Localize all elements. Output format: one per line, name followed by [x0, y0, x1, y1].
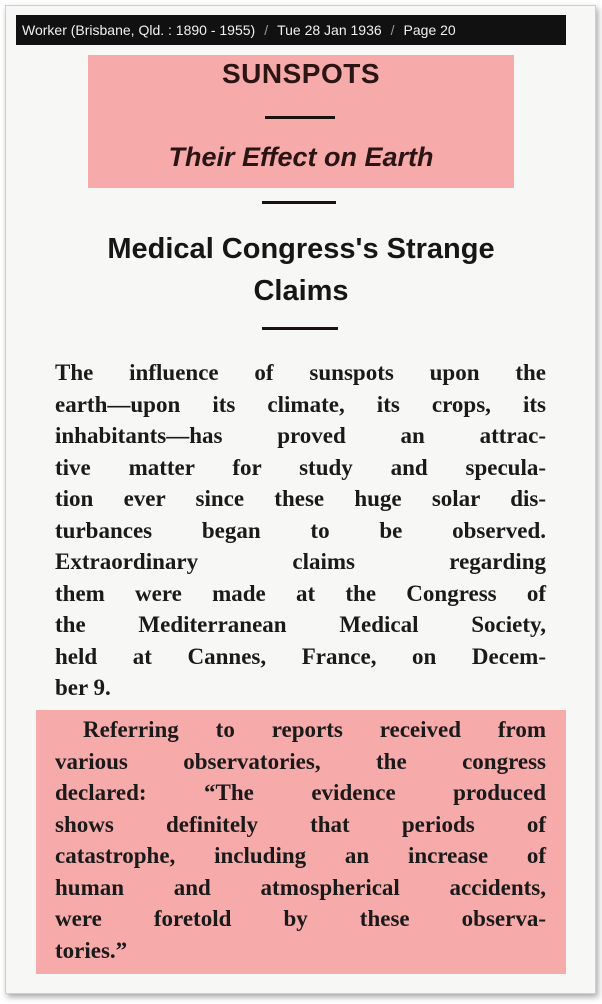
paragraph-line: inhabitants—has proved an attrac-: [55, 423, 546, 448]
headline-line: Medical Congress's Strange: [107, 233, 495, 265]
article-paragraph: [55, 357, 546, 704]
paragraph-line: human and atmospherical accidents,: [55, 874, 546, 900]
paragraph-line: the Mediterranean Medical Society,: [55, 612, 546, 637]
paragraph-line: tion ever since these huge solar dis-: [55, 486, 546, 511]
paragraph-line: tive matter for study and specula-: [55, 454, 546, 480]
divider-rule: [262, 201, 336, 204]
article-subtitle: Their Effect on Earth: [168, 142, 434, 172]
paragraph-line: declared: “The evidence produced: [55, 780, 546, 805]
source-separator: /: [264, 22, 269, 38]
source-bar: [16, 15, 566, 45]
paragraph-line: catastrophe, including an increase of: [55, 843, 546, 868]
source-separator: /: [390, 22, 395, 38]
paragraph-line: The influence of sunspots upon the: [55, 360, 546, 385]
source-date[interactable]: Tue 28 Jan 1936: [277, 22, 382, 38]
headline-line: Claims: [253, 275, 349, 307]
title-rule: [265, 116, 335, 119]
paragraph-line: them were made at the Congress of: [55, 580, 546, 606]
paragraph-line: Referring to reports received from: [83, 717, 546, 742]
article-headline: [70, 228, 532, 312]
paragraph-line: earth—upon its climate, its crops, its: [55, 391, 546, 417]
article-title: SUNSPOTS: [221, 58, 381, 89]
paragraph-line: were foretold by these observa-: [55, 906, 546, 931]
source-publication[interactable]: Worker (Brisbane, Qld. : 1890 - 1955): [22, 22, 256, 38]
paragraph-line: held at Cannes, France, on Decem-: [55, 643, 546, 669]
paragraph-line: tories.”: [55, 937, 128, 963]
paragraph-line: shows definitely that periods of: [55, 811, 546, 837]
article-paragraph: [55, 714, 546, 966]
paragraph-line: various observatories, the congress: [55, 748, 546, 774]
paragraph-line: ber 9.: [55, 675, 111, 700]
divider-rule: [262, 327, 338, 330]
source-page[interactable]: Page 20: [403, 22, 456, 38]
paragraph-line: Extraordinary claims regarding: [55, 549, 546, 574]
paragraph-line: turbances began to be observed.: [55, 517, 546, 543]
